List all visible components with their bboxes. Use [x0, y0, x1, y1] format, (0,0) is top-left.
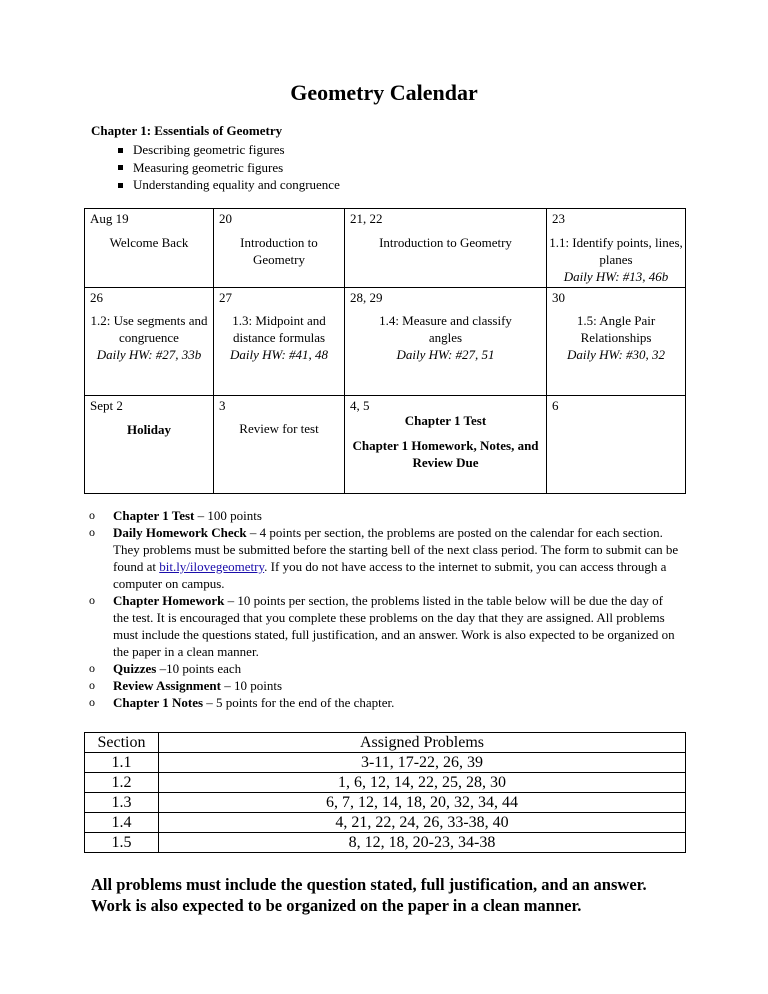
cell-date: 28, 29 — [350, 290, 383, 305]
cell-date: 23 — [552, 211, 565, 226]
calendar-cell — [85, 288, 214, 396]
form-link[interactable]: bit.ly/ilovegeometry — [159, 559, 265, 574]
topic-list — [118, 141, 340, 194]
cell-homework: Daily HW: #27, 33b — [96, 347, 202, 362]
calendar-cell — [214, 209, 345, 288]
table-row — [85, 813, 686, 833]
problems-cell: 3-11, 17-22, 26, 39 — [159, 753, 686, 773]
calendar-table — [84, 208, 686, 494]
note-item: o Daily Homework Check – 4 points per section, the problems are posted on the calendar for each section. They problems must be submitted before the starting bell of the next class period. The form to submit can be found at bit.ly/ilovegeometry. If you do not have access to the internet to submit, you can access through a computer on campus. — [89, 525, 679, 591]
calendar-cell — [214, 288, 345, 396]
square-bullet-icon — [118, 148, 123, 153]
cell-text: 1.2: Use segments and congruence — [90, 313, 208, 345]
square-bullet-icon — [118, 183, 123, 188]
cell-homework: Daily HW: #27, 51 — [396, 347, 495, 362]
note-item: o Review Assignment – 10 points — [89, 678, 283, 693]
section-cell: 1.3 — [85, 793, 159, 813]
cell-date: 21, 22 — [350, 211, 383, 226]
problems-cell: 6, 7, 12, 14, 18, 20, 32, 34, 44 — [159, 793, 686, 813]
table-row — [85, 833, 686, 853]
section-cell: 1.1 — [85, 753, 159, 773]
cell-text: 1.1: Identify points, lines, planes — [549, 235, 683, 267]
cell-date: 4, 5 — [350, 398, 370, 413]
cell-date: Sept 2 — [90, 398, 123, 413]
table-row — [85, 793, 686, 813]
page-title: Geometry Calendar — [290, 80, 478, 105]
calendar-cell — [214, 396, 345, 494]
cell-date: 3 — [219, 398, 226, 413]
circle-bullet-icon: o — [89, 661, 95, 675]
cell-date: 27 — [219, 290, 232, 305]
table-header-row — [85, 733, 686, 753]
section-cell: 1.2 — [85, 773, 159, 793]
table-row — [85, 773, 686, 793]
circle-bullet-icon: o — [89, 593, 95, 607]
problems-cell: 8, 12, 18, 20-23, 34-38 — [159, 833, 686, 853]
footer-note: All problems must include the question stated, full justification, and an answer. Work is also expected to be organized on the paper in a clean manner. — [91, 875, 647, 915]
cell-text: Chapter 1 Test — [404, 413, 487, 428]
grading-notes — [89, 507, 679, 711]
calendar-cell — [547, 209, 686, 288]
table-row — [85, 753, 686, 773]
cell-date: 30 — [552, 290, 565, 305]
cell-date: 6 — [552, 398, 559, 413]
calendar-row — [85, 209, 686, 288]
cell-text: 1.3: Midpoint and distance formulas — [232, 313, 326, 345]
problems-cell: 1, 6, 12, 14, 22, 25, 28, 30 — [159, 773, 686, 793]
topic-item: Understanding equality and congruence — [118, 176, 340, 194]
problems-cell: 4, 21, 22, 24, 26, 33-38, 40 — [159, 813, 686, 833]
cell-text: 1.4: Measure and classify angles — [379, 313, 512, 345]
cell-text: Introduction to Geometry — [240, 235, 318, 267]
cell-homework: Daily HW: #13, 46b — [563, 269, 669, 284]
cell-text: Review for test — [239, 421, 319, 436]
calendar-cell — [547, 288, 686, 396]
calendar-cell — [345, 209, 547, 288]
note-item: o Chapter Homework – 10 points per section, the problems listed in the table below will be due the day of the test. It is encouraged that you complete these problems on the day that they are assigned. All problems must include the questions stated, full justification, and an answer. Work is also expected to be organized on the paper in a clean manner. — [89, 593, 675, 659]
calendar-row — [85, 396, 686, 494]
cell-homework: Daily HW: #41, 48 — [229, 347, 329, 362]
cell-text: Holiday — [126, 422, 172, 437]
column-header: Section — [85, 733, 159, 753]
circle-bullet-icon: o — [89, 678, 95, 692]
calendar-row — [85, 288, 686, 396]
cell-text-secondary: Chapter 1 Homework, Notes, and Review Due — [352, 438, 539, 470]
calendar-cell — [85, 209, 214, 288]
cell-date: 26 — [90, 290, 103, 305]
topic-item: Measuring geometric figures — [118, 159, 340, 177]
note-item: o Chapter 1 Notes – 5 points for the end of the chapter. — [89, 695, 395, 710]
note-item: o Quizzes –10 points each — [89, 661, 242, 676]
cell-date: Aug 19 — [90, 211, 129, 226]
column-header: Assigned Problems — [159, 733, 686, 753]
cell-date: 20 — [219, 211, 232, 226]
circle-bullet-icon: o — [89, 525, 95, 539]
cell-text: Introduction to Geometry — [379, 235, 512, 250]
chapter-heading: Chapter 1: Essentials of Geometry — [91, 123, 283, 138]
section-cell: 1.5 — [85, 833, 159, 853]
square-bullet-icon — [118, 165, 123, 170]
cell-homework: Daily HW: #30, 32 — [566, 347, 666, 362]
calendar-cell — [547, 396, 686, 494]
cell-text: 1.5: Angle Pair Relationships — [576, 313, 656, 345]
calendar-cell — [85, 396, 214, 494]
cell-text: Welcome Back — [109, 235, 189, 250]
section-cell: 1.4 — [85, 813, 159, 833]
topic-item: Describing geometric figures — [118, 141, 340, 159]
calendar-cell — [345, 396, 547, 494]
note-item: o Chapter 1 Test – 100 points — [89, 508, 262, 523]
calendar-cell — [345, 288, 547, 396]
circle-bullet-icon: o — [89, 508, 95, 522]
assigned-problems-table — [84, 732, 686, 853]
circle-bullet-icon: o — [89, 695, 95, 709]
